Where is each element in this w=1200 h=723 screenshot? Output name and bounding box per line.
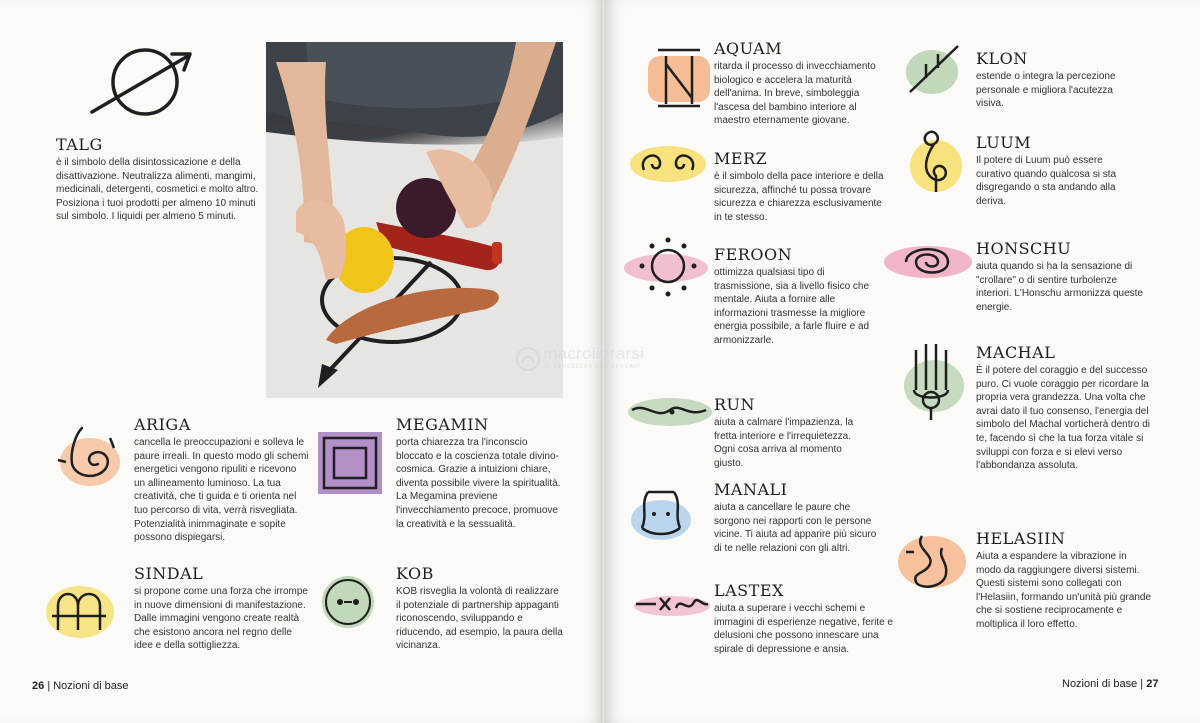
machal-symbol-icon (900, 340, 968, 426)
entry-honschu (976, 240, 1152, 314)
merz-text: è il simbolo della pace interiore e della sicurezza, affinché tu possa trovare sicurezza e chiarezza esclusivamente in te stesso. (714, 171, 884, 223)
talg-text: è il simbolo della disintossicazione e della disattivazione. Neutralizza alimenti, mangimi, medicinali, detergenti, cosmetici e molto altro. Posiziona i tuoi prodotti per almeno 10 minuti sul simbolo. I liquidi per almeno 5 minuti. (56, 157, 259, 223)
entry-helasiin (976, 530, 1154, 632)
run-title: RUN (714, 395, 756, 414)
entry-aquam (714, 40, 882, 128)
entry-klon (976, 50, 1136, 111)
megamin-text: porta chiarezza tra l'inconscio bloccato e la coscienza totale divino-cosmica. Grazie a intuizioni chiare, diventa possibile vivere la spiritualità. La Megamina previene l'invecchiamento precoce, promuove la creatività e la sessualità. (396, 437, 561, 530)
watermark-sub: IL BENESSERE CHE CERCAVI (545, 364, 641, 370)
merz-title: MERZ (714, 149, 768, 168)
entry-machal (976, 344, 1152, 473)
merz-symbol-icon (628, 140, 708, 188)
honschu-text: aiuta quando si ha la sensazione di "crollare" o di sentire turbolenze interiori. L'Honschu armonizza queste energie. (976, 261, 1143, 313)
feroon-text: ottimizza qualsiasi tipo di trasmissione, sia a livello fisico che mentale. Aiuta a fornire alle informazioni trasmesse la migliore energia possibile, a farle fluire e ad armonizzarle. (714, 267, 870, 346)
watermark-brand: macrolibrarsi (543, 344, 645, 363)
right-page-footer: Nozioni di base | 27 (1062, 678, 1159, 690)
run-text: aiuta a calmare l'impazienza, la fretta interiore e l'irrequietezza. Ogni cosa arriva al momento giusto. (714, 417, 854, 469)
entry-merz (714, 150, 884, 224)
lastex-title: LASTEX (714, 581, 784, 600)
left-footer-label: Nozioni di base (53, 680, 129, 692)
watermark (515, 342, 695, 382)
sindal-symbol-icon (44, 576, 120, 646)
luum-text: Il potere di Luum può essere curativo quando qualcosa si sta disgregando o sta andando alla deriva. (976, 155, 1117, 207)
helasiin-symbol-icon (894, 528, 970, 596)
aquam-title: AQUAM (714, 39, 783, 58)
ariga-title: ARIGA (134, 415, 191, 434)
entry-lastex (714, 582, 894, 656)
manali-title: MANALI (714, 480, 788, 499)
entry-megamin (396, 416, 564, 531)
entry-sindal (134, 565, 310, 653)
helasiin-text: Aiuta a espandere la vibrazione in modo da raggiungere diversi sistemi. Questi sistemi sono collegati con l'Helasiin, formando un'unità più grande che si sostiene reciprocamente e moltiplica il loro effetto. (976, 551, 1152, 630)
honschu-symbol-icon (876, 236, 972, 284)
kob-text: KOB risveglia la volontà di realizzare il potenziale di partnership appaganti riconoscendo, sviluppando e riducendo, ad esempio, la paura della vicinanza. (396, 586, 563, 652)
sindal-text: si propone come una forza che irrompe in nuove dimensioni di manifestazione. Dalle immagini vengono create realtà che esistono ancora nel regno delle idee e della sottigliezza. (134, 586, 308, 652)
luum-title: LUUM (976, 133, 1032, 152)
entry-luum (976, 134, 1136, 208)
machal-text: È il potere del coraggio e del successo puro. Ci vuole coraggio per ricordare la propria vera grandezza. Una volta che avrai dato il tuo consenso, l'energia del simbolo del Machal vorticherà dentro di te, facendo sì che la tua forza vitale si sviluppi con forza e si elevi verso l'abbondanza assoluta. (976, 365, 1150, 472)
right-footer-label: Nozioni di base (1062, 678, 1138, 690)
megamin-symbol-icon (314, 428, 386, 498)
feroon-symbol-icon (622, 234, 712, 300)
ariga-symbol-icon (52, 420, 126, 490)
lastex-symbol-icon (632, 588, 712, 622)
helasiin-title: HELASIIN (976, 529, 1066, 548)
luum-symbol-icon (906, 126, 966, 198)
lastex-text: aiuta a superare i vecchi schemi e immagini di esperienze negative, ferite e delusioni che possono innescare una spirale di depressione e ansia. (714, 603, 893, 655)
honschu-title: HONSCHU (976, 239, 1072, 258)
klon-title: KLON (976, 49, 1028, 68)
entry-talg (56, 136, 264, 224)
machal-title: MACHAL (976, 343, 1056, 362)
ariga-text: cancella le preoccupazioni e solleva le paure irreali. In questo modo gli schemi energetici vengono ripuliti e ricevono un allineamento luminoso. La tua creatività, che ti guida e ti orienta nel tuo percorso di vita, verrà risvegliata. Potenzialità inimmaginate e sopite possono dispiegarsi. (134, 437, 309, 544)
talg-title: TALG (56, 135, 103, 154)
talg-symbol-icon (88, 40, 200, 120)
entry-ariga (134, 416, 310, 545)
klon-symbol-icon (902, 42, 966, 98)
run-symbol-icon (626, 392, 714, 432)
entry-run (714, 396, 874, 470)
entry-feroon (714, 246, 884, 348)
watermark-logo-icon (515, 346, 541, 372)
klon-text: estende o integra la percezione personale e migliora l'acutezza visiva. (976, 71, 1116, 110)
left-page-number: 26 (32, 680, 45, 692)
entry-kob (396, 565, 564, 653)
manali-text: aiuta a cancellare le paure che sorgono nei rapporti con le persone vicine. Ti aiuta ad apparire più sicuro di te nelle relazioni con gli altri. (714, 502, 877, 554)
entry-manali (714, 481, 884, 555)
kob-symbol-icon (318, 572, 378, 632)
feroon-title: FEROON (714, 245, 793, 264)
left-page-footer: 26 | Nozioni di base (32, 680, 129, 692)
sindal-title: SINDAL (134, 564, 204, 583)
megamin-title: MEGAMIN (396, 415, 489, 434)
aquam-text: ritarda il processo di invecchiamento biologico e accelera la maturità dell'anima. In breve, simboleggia l'ascesa del bambino interiore al maestro eternamente giovane. (714, 61, 876, 127)
right-page-number: 27 (1146, 678, 1159, 690)
kob-title: KOB (396, 564, 434, 583)
manali-symbol-icon (628, 484, 694, 542)
aquam-symbol-icon (644, 44, 714, 112)
